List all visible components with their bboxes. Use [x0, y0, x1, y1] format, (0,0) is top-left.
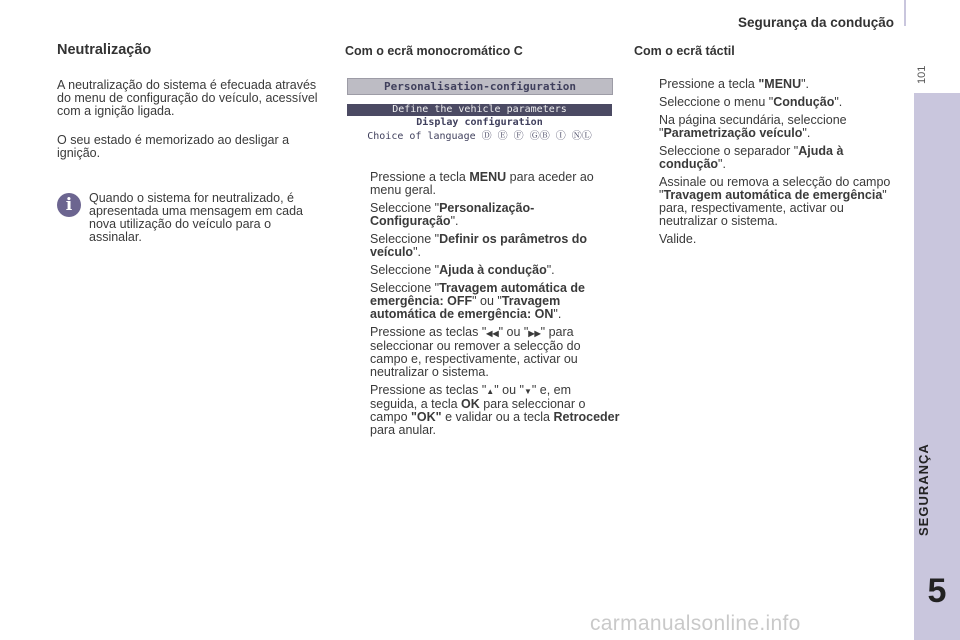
list-item: Pressione as teclas "◀◀" ou "▶▶" para seleccionar ou remover a selecção do campo e, respectivamente, activar ou neutralizar o sistema. — [370, 325, 581, 379]
list-item: Valide. — [659, 232, 697, 246]
intro-paragraph: A neutralização do sistema é efecuada através do menu de configuração do veículo, acessível com a ignição ligada. — [57, 78, 318, 118]
page-number: 101 — [916, 65, 928, 85]
section-label: SEGURANÇA — [916, 443, 931, 537]
list-item: Na página secundária, seleccione "Parametrização veículo". — [659, 113, 847, 140]
mono-screen-heading: Com o ecrã monocromático C — [345, 44, 523, 58]
section-heading: Neutralização — [57, 42, 152, 58]
list-item: Assinale ou remova a selecção do campo "Travagem automática de emergência" para, respectivamente, activar ou neutralizar o sistema. — [659, 175, 891, 228]
arrow-up-icon: ▲ — [486, 387, 495, 396]
chapter-sidebar — [914, 93, 960, 640]
screen-menu-item: Display configuration — [416, 117, 543, 128]
list-item: Seleccione "Travagem automática de emergência: OFF" ou "Travagem automática de emergência: ON". — [370, 281, 585, 321]
header-divider — [904, 0, 906, 26]
touch-steps-list — [634, 78, 899, 251]
watermark: carmanualsonline.info — [590, 612, 801, 635]
screen-title: Personalisation-configuration — [347, 78, 613, 95]
list-item: Seleccione "Ajuda à condução". — [370, 263, 555, 277]
list-item: Seleccione "Personalização-Configuração". — [370, 201, 535, 228]
list-item: Seleccione o menu "Condução". — [659, 95, 843, 109]
screen-selected-item: Define the vehicle parameters — [347, 104, 612, 116]
arrow-down-icon: ▼ — [523, 387, 532, 396]
header-title: Segurança da condução — [737, 15, 894, 30]
rewind-icon: ◀◀ — [486, 329, 499, 338]
list-item: Pressione a tecla "MENU". — [659, 77, 810, 91]
list-item: Seleccione "Definir os parâmetros do veículo". — [370, 232, 588, 259]
touch-screen-heading: Com o ecrã táctil — [634, 44, 735, 58]
list-item: Pressione a tecla MENU para aceder ao menu geral. — [370, 170, 594, 197]
info-note: Quando o sistema for neutralizado, é apresentada uma mensagem em cada nova utilização do veículo para o assinalar. — [89, 191, 304, 244]
list-item: Pressione as teclas "▲" ou "▼" e, em seguida, a tecla OK para seleccionar o campo "OK" e validar ou a tecla Retroceder para anular. — [370, 383, 620, 437]
info-icon: i — [57, 193, 81, 217]
chapter-number: 5 — [927, 572, 947, 610]
memory-paragraph: O seu estado é memorizado ao desligar a ignição. — [57, 133, 290, 160]
fast-forward-icon: ▶▶ — [528, 329, 541, 338]
list-item: Seleccione o separador "Ajuda à condução". — [659, 144, 844, 171]
mono-screen-illustration — [347, 78, 612, 148]
mono-steps-list — [345, 171, 620, 442]
screen-language-row: Choice of language Ⓓ Ⓔ Ⓕ ⒼⒷ Ⓘ ⓃⓁ — [367, 131, 592, 142]
